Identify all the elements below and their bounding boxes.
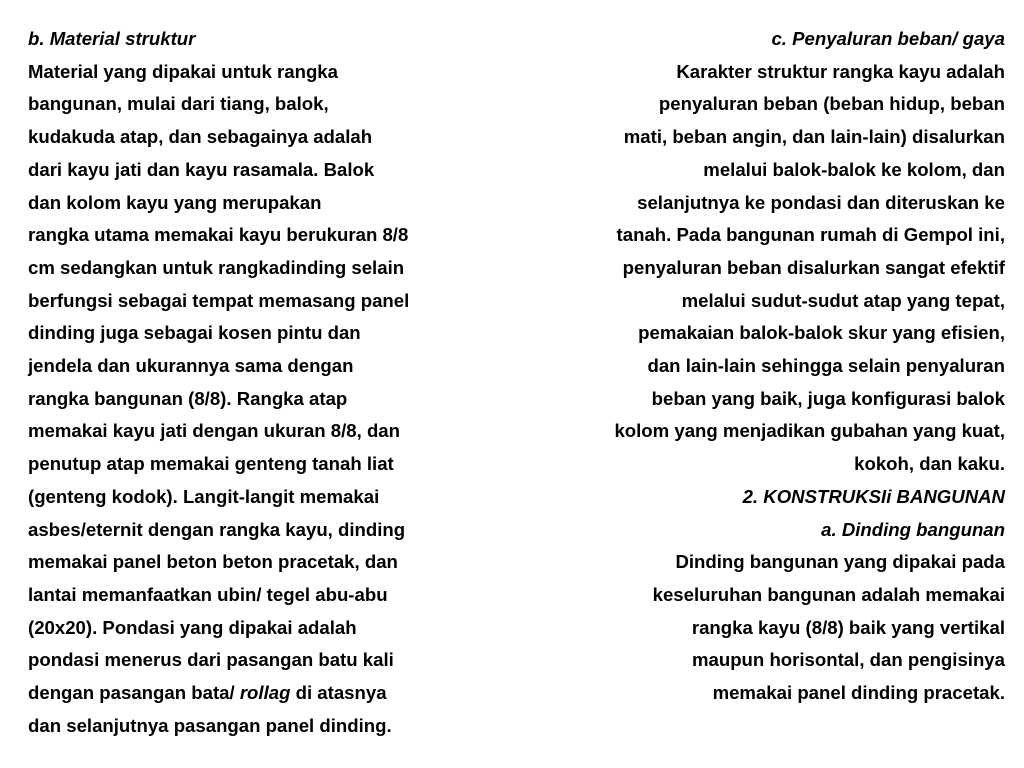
- right-line-3: mati, beban angin, dan lain-lain) disalurkan: [623, 126, 1005, 148]
- left-line-6: rangka utama memakai kayu berukuran 8/8: [28, 224, 409, 246]
- right-line-6: tanah. Pada bangunan rumah di Gempol ini,: [616, 224, 1005, 246]
- right-p2-line-4: maupun horisontal, dan pengisinya: [691, 649, 1005, 671]
- left-line-15: asbes/eternit dengan rangka kayu, dinding: [28, 518, 406, 540]
- left-line-3: kudakuda atap, dan sebagainya adalah: [28, 126, 373, 148]
- left-line-8: berfungsi sebagai tempat memasang panel: [28, 289, 410, 311]
- left-line-19: pondasi menerus dari pasangan batu kali: [28, 649, 394, 671]
- left-line-rollag: [28, 677, 506, 710]
- right-line-11: beban yang baik, juga konfigurasi balok: [651, 387, 1005, 409]
- right-line-2: penyaluran beban (beban hidup, beban: [658, 93, 1005, 115]
- rollag-term: rollag: [239, 682, 291, 704]
- rollag-line-before: dengan pasangan bata/: [28, 682, 240, 704]
- left-line-9: dinding juga sebagai kosen pintu dan: [28, 322, 361, 344]
- right-line-4: melalui balok-balok ke kolom, dan: [703, 158, 1005, 180]
- right-p2-line-1: Dinding bangunan yang dipakai pada: [675, 551, 1005, 573]
- left-column: [28, 23, 506, 742]
- right-line-12: kolom yang menjadikan gubahan yang kuat,: [614, 420, 1005, 442]
- left-line-2: bangunan, mulai dari tiang, balok,: [28, 93, 329, 115]
- left-line-18: (20x20). Pondasi yang dipakai adalah: [28, 616, 357, 638]
- right-line-8: melalui sudut-sudut atap yang tepat,: [681, 289, 1005, 311]
- left-line-4: dari kayu jati dan kayu rasamala. Balok: [28, 158, 375, 180]
- right-line-13: kokoh, dan kaku.: [854, 453, 1005, 475]
- subheading-dinding: a. Dinding bangunan: [821, 518, 1005, 540]
- right-line-10: dan lain-lain sehingga selain penyaluran: [647, 355, 1005, 377]
- left-line-16: memakai panel beton beton pracetak, dan: [28, 551, 398, 573]
- right-column: [515, 23, 1005, 710]
- right-line-7: penyaluran beban disalurkan sangat efektif: [622, 256, 1005, 278]
- left-line-1: Material yang dipakai untuk rangka: [28, 60, 338, 82]
- left-line-10: jendela dan ukurannya sama dengan: [28, 355, 354, 377]
- right-p2-line-5: memakai panel dinding pracetak.: [712, 682, 1005, 704]
- left-heading: b. Material struktur: [28, 28, 196, 49]
- left-line-14: (genteng kodok). Langit-langit memakai: [28, 485, 380, 507]
- left-line-17: lantai memanfaatkan ubin/ tegel abu-abu: [28, 583, 388, 605]
- right-p2-line-3: rangka kayu (8/8) baik yang vertikal: [691, 616, 1005, 638]
- left-line-5: dan kolom kayu yang merupakan: [28, 191, 322, 213]
- left-line-13: penutup atap memakai genteng tanah liat: [28, 453, 394, 475]
- section-heading: 2. KONSTRUKSIi BANGUNAN: [742, 485, 1005, 507]
- right-heading: c. Penyaluran beban/ gaya: [771, 28, 1005, 49]
- left-line-7: cm sedangkan untuk rangkadinding selain: [28, 256, 405, 278]
- left-last-line: dan selanjutnya pasangan panel dinding.: [28, 714, 392, 736]
- rollag-line-after: di atasnya: [290, 682, 387, 704]
- left-line-12: memakai kayu jati dengan ukuran 8/8, dan: [28, 420, 401, 442]
- right-line-5: selanjutnya ke pondasi dan diteruskan ke: [637, 191, 1005, 213]
- right-line-1: Karakter struktur rangka kayu adalah: [676, 60, 1005, 82]
- right-line-9: pemakaian balok-balok skur yang efisien,: [638, 322, 1005, 344]
- right-p2-line-2: keseluruhan bangunan adalah memakai: [652, 583, 1005, 605]
- left-line-11: rangka bangunan (8/8). Rangka atap: [28, 387, 348, 409]
